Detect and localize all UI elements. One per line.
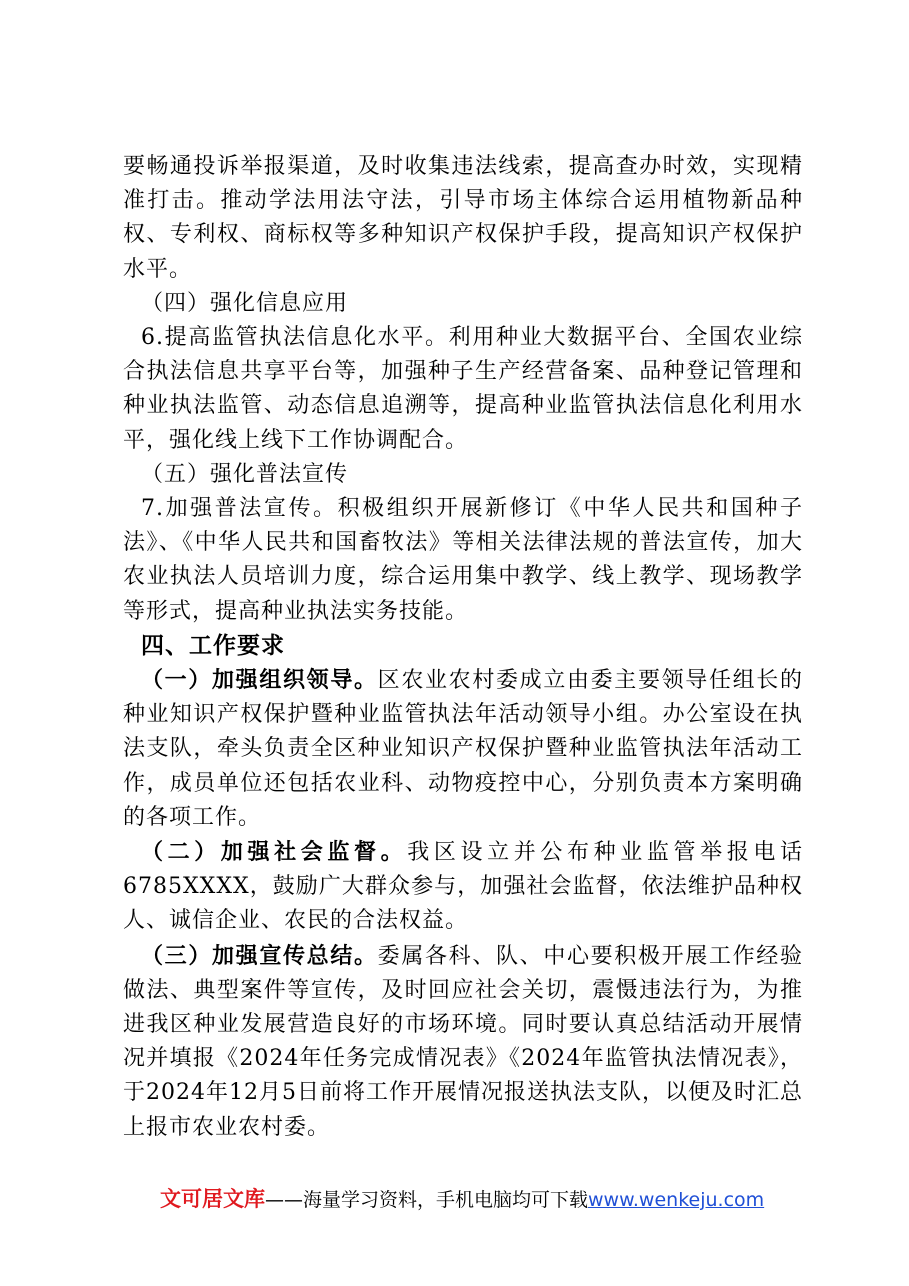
requirement-2-title: （二）加强社会监督。	[141, 839, 408, 866]
paragraph-requirement-3	[123, 939, 803, 1145]
document-body	[123, 150, 803, 1145]
requirement-1-title: （一）加强组织领导。	[141, 667, 378, 694]
footer-banner	[160, 1183, 800, 1213]
requirement-2-body: 我区设立并公布种业监管举报电话6785XXXX，鼓励广大群众参与，加强社会监督，依法维护品种权人、诚信企业、农民的合法权益。	[123, 840, 803, 934]
brand-name: 文可居文库	[160, 1187, 265, 1211]
footer-tagline: ——海量学习资料，手机电脑均可下载	[265, 1189, 589, 1211]
requirement-3-body: 委属各科、队、中心要积极开展工作经验做法、典型案件等宣传，及时回应社会关切，震慑违法行为，为推进我区种业发展营造良好的市场环境。同时要认真总结活动开展情况并填报《2024年任务完成情况表》《2024年监管执法情况表》，于2024年12月5日前将工作开展情况报送执法支队，以便及时汇总上报市农业农村委。	[123, 943, 803, 1140]
paragraph-item-6: 6.提高监管执法信息化水平。利用种业大数据平台、全国农业综合执法信息共享平台等，加强种子生产经营备案、品种登记管理和种业执法监管、动态信息追溯等，提高种业监管执法信息化利用水平，强化线上线下工作协调配合。	[123, 325, 803, 453]
paragraph-requirement-2	[123, 835, 803, 939]
paragraph-requirement-1	[123, 663, 803, 835]
requirement-3-title: （三）加强宣传总结。	[141, 942, 378, 969]
paragraph-item-7: 7.加强普法宣传。积极组织开展新修订《中华人民共和国种子法》、《中华人民共和国畜牧法》等相关法律法规的普法宣传，加大农业执法人员培训力度，综合运用集中教学、线上教学、现场教学等形式，提高种业执法实务技能。	[123, 496, 803, 624]
section-heading-requirements: 四、工作要求	[141, 631, 285, 659]
heading-legal-publicity: （五）强化普法宣传	[141, 461, 349, 487]
paragraph-complaint-channels: 要畅通投诉举报渠道，及时收集违法线索，提高查办时效，实现精准打击。推动学法用法守法，引导市场主体综合运用植物新品种权、专利权、商标权等多种知识产权保护手段，提高知识产权保护水平。	[123, 154, 803, 282]
requirement-1-body: 区农业农村委成立由委主要领导任组长的种业知识产权保护暨种业监管执法年活动领导小组。办公室设在执法支队，牵头负责全区种业知识产权保护暨种业监管执法年活动工作，成员单位还包括农业科、动物疫控中心，分别负责本方案明确的各项工作。	[123, 668, 803, 830]
site-link[interactable]: www.wenkeju.com	[588, 1189, 765, 1211]
heading-information-application: （四）强化信息应用	[141, 290, 349, 316]
